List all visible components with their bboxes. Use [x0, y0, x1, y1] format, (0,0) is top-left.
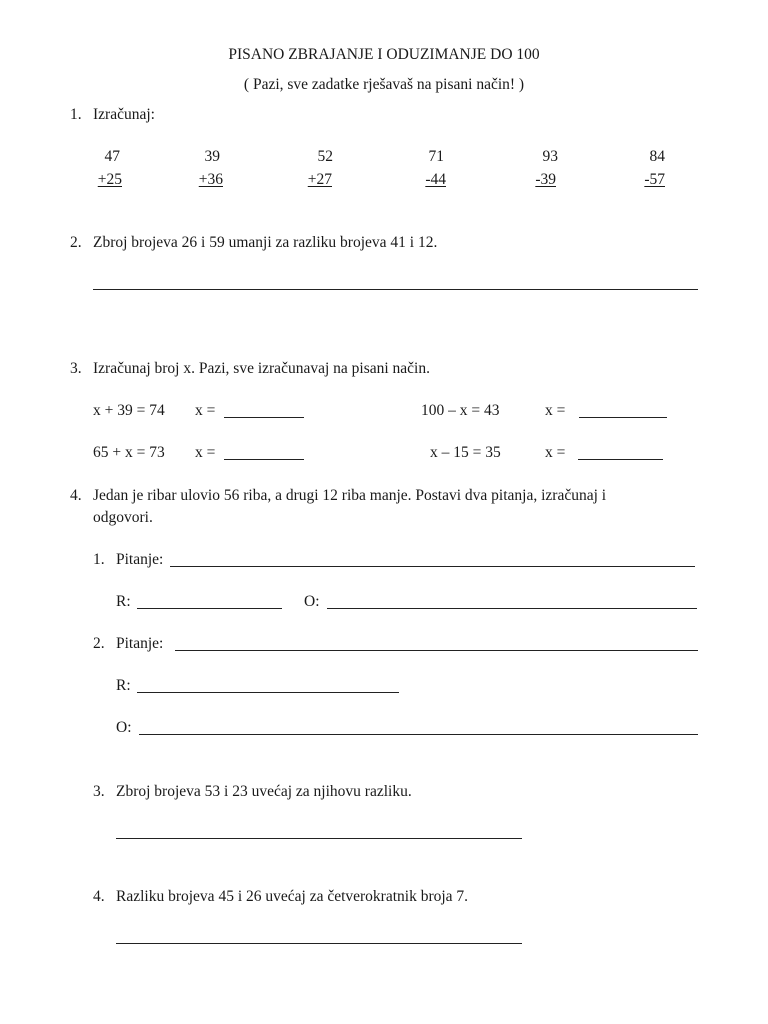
task4-number: 4.: [70, 487, 82, 504]
equation-1: x + 39 = 74: [93, 402, 165, 419]
task1-number: 1.: [70, 106, 82, 123]
sub4-answer-line[interactable]: [116, 943, 522, 944]
problem-6-bottom: -57: [644, 171, 665, 188]
sub2-r-line[interactable]: [137, 692, 399, 693]
sub3-text: Zbroj brojeva 53 i 23 uvećaj za njihovu razliku.: [116, 783, 412, 800]
problem-2-top: 39: [204, 148, 220, 165]
problem-4-bottom: -44: [425, 171, 446, 188]
sub2-o-label: O:: [116, 719, 132, 736]
task1-text: Izračunaj:: [93, 106, 155, 123]
sub4-text: Razliku brojeva 45 i 26 uvećaj za četverokratnik broja 7.: [116, 888, 469, 905]
problem-3-bottom: +27: [307, 171, 332, 188]
problem-4-top: 71: [428, 148, 444, 165]
problem-1-top: 47: [104, 148, 120, 165]
sub2-question-line[interactable]: [175, 650, 698, 651]
problem-5-bottom: -39: [535, 171, 556, 188]
problem-1-bottom: +25: [97, 171, 122, 188]
task4-text-line1: Jedan je ribar ulovio 56 riba, a drugi 12 riba manje. Postavi dva pitanja, izračunaj i: [93, 487, 607, 504]
equation-2-answer-label: x =: [545, 402, 566, 419]
task3-text: Izračunaj broj x. Pazi, sve izračunavaj na pisani način.: [93, 360, 430, 377]
task2-answer-line[interactable]: [93, 289, 698, 290]
equation-3: 65 + x = 73: [93, 444, 165, 461]
task4-text-line2: odgovori.: [93, 509, 153, 526]
sub2-r-label: R:: [116, 677, 131, 694]
sub1-question-line[interactable]: [170, 566, 695, 567]
problem-2-bottom: +36: [198, 171, 223, 188]
sub3-number: 3.: [93, 783, 105, 800]
problem-5-top: 93: [542, 148, 558, 165]
sub1-o-line[interactable]: [327, 608, 697, 609]
page-subtitle: ( Pazi, sve zadatke rješavaš na pisani način! ): [243, 76, 525, 93]
equation-3-answer-line[interactable]: [224, 459, 304, 460]
sub1-r-line[interactable]: [137, 608, 282, 609]
equation-4-answer-label: x =: [545, 444, 566, 461]
sub4-number: 4.: [93, 888, 105, 905]
sub1-number: 1.: [93, 551, 105, 568]
sub1-question-label: Pitanje:: [116, 551, 164, 568]
equation-3-answer-label: x =: [195, 444, 216, 461]
task2-number: 2.: [70, 234, 82, 251]
problem-6-top: 84: [649, 148, 665, 165]
equation-1-answer-label: x =: [195, 402, 216, 419]
equation-2: 100 – x = 43: [421, 402, 500, 419]
sub3-answer-line[interactable]: [116, 838, 522, 839]
task2-text: Zbroj brojeva 26 i 59 umanji za razliku brojeva 41 i 12.: [93, 234, 438, 251]
problem-3-top: 52: [317, 148, 333, 165]
sub1-r-label: R:: [116, 593, 131, 610]
sub1-o-label: O:: [304, 593, 320, 610]
equation-4: x – 15 = 35: [430, 444, 501, 461]
equation-4-answer-line[interactable]: [578, 459, 663, 460]
equation-2-answer-line[interactable]: [579, 417, 667, 418]
sub2-question-label: Pitanje:: [116, 635, 164, 652]
page-title: PISANO ZBRAJANJE I ODUZIMANJE DO 100: [228, 46, 540, 63]
sub2-o-line[interactable]: [139, 734, 698, 735]
equation-1-answer-line[interactable]: [224, 417, 304, 418]
sub2-number: 2.: [93, 635, 105, 652]
task3-number: 3.: [70, 360, 82, 377]
